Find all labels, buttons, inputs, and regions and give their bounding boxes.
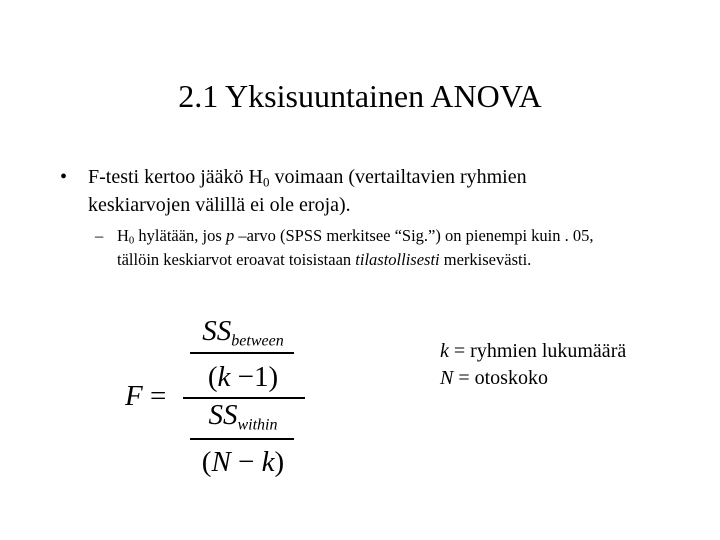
legend-var-n: N bbox=[440, 367, 454, 389]
ss-subscript: within bbox=[237, 416, 278, 434]
formula-var-k: k bbox=[261, 446, 275, 478]
bullet-text-part: voimaan (vertailtavien ryhmien bbox=[269, 166, 527, 188]
sub-bullet-line-1 bbox=[117, 224, 717, 248]
legend-k bbox=[440, 338, 626, 365]
formula-legend bbox=[440, 338, 626, 392]
slide-title: 2.1 Yksisuuntainen ANOVA bbox=[178, 78, 542, 114]
df-within bbox=[188, 445, 298, 479]
text-part: tällöin keskiarvot eroavat toisistaan bbox=[117, 250, 356, 269]
ss-subscript: between bbox=[231, 332, 284, 350]
subscript-zero: 0 bbox=[262, 174, 270, 190]
formula-var-k: k bbox=[217, 361, 231, 393]
sub-bullet-marker: – bbox=[95, 226, 104, 245]
sub-bullet-text bbox=[117, 224, 717, 272]
text-part: H bbox=[117, 226, 129, 245]
legend-var-k: k bbox=[440, 340, 449, 362]
paren: ( bbox=[201, 446, 212, 478]
formula-equals: = bbox=[142, 380, 167, 412]
paren: ( bbox=[207, 361, 218, 393]
sub-bullet-line-2 bbox=[117, 248, 717, 272]
formula-part: −1) bbox=[230, 361, 279, 393]
formula-var-f: F bbox=[125, 380, 143, 412]
subscript-zero: 0 bbox=[128, 234, 135, 247]
fraction-bar-top bbox=[190, 352, 294, 354]
text-part: merkisevästi. bbox=[439, 250, 532, 269]
paren: ) bbox=[274, 446, 285, 478]
bullet-text-part: F-testi kertoo jääkö H bbox=[88, 166, 263, 188]
legend-text: = ryhmien lukumäärä bbox=[448, 340, 627, 362]
text-part: hylätään, jos bbox=[134, 226, 226, 245]
italic-p: p bbox=[225, 226, 235, 245]
text-part: –arvo (SPSS merkitsee “Sig.”) on pienempi kuin . 05, bbox=[234, 226, 594, 245]
bullet-line-1 bbox=[88, 163, 708, 191]
ss-symbol: SS bbox=[202, 315, 232, 347]
anova-f-formula bbox=[125, 312, 310, 482]
bullet-line-2: keskiarvojen välillä ei ole eroja). bbox=[88, 194, 351, 216]
ss-within bbox=[188, 398, 298, 443]
ss-symbol: SS bbox=[208, 399, 238, 431]
legend-n bbox=[440, 365, 626, 392]
italic-word: tilastollisesti bbox=[355, 250, 440, 269]
bullet-marker: • bbox=[60, 166, 68, 188]
formula-minus: − bbox=[230, 446, 262, 478]
fraction-bar-bottom bbox=[190, 438, 294, 440]
formula-var-n: N bbox=[211, 446, 231, 478]
bullet-text bbox=[88, 163, 708, 219]
formula-lhs bbox=[125, 378, 166, 414]
legend-text: = otoskoko bbox=[453, 367, 548, 389]
df-between bbox=[188, 360, 298, 394]
